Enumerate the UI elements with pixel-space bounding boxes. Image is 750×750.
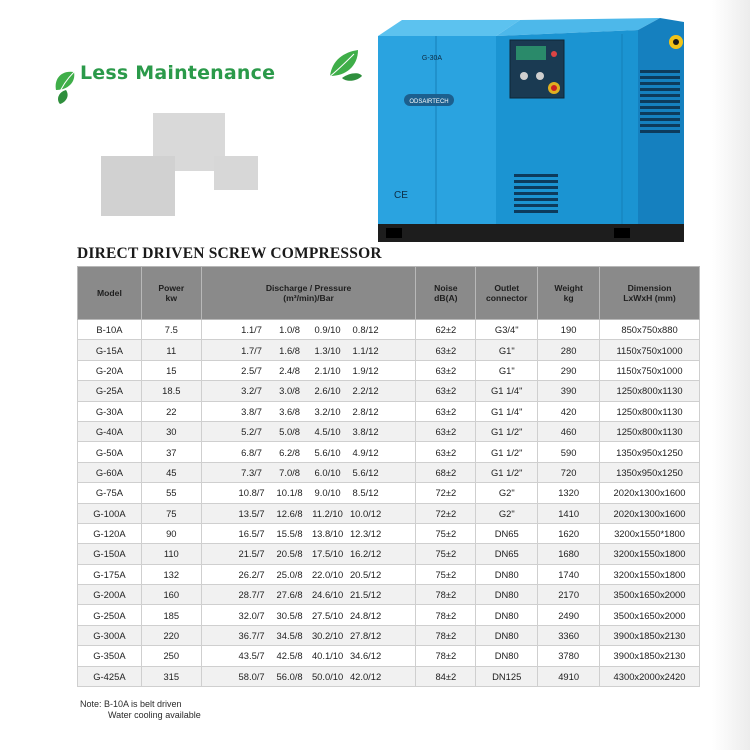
discharge-value: 1.0/8: [279, 324, 300, 336]
discharge-value: 2.4/8: [279, 364, 300, 376]
cell-discharge: [201, 646, 416, 666]
table-row: [78, 646, 700, 666]
cell-power: 220: [141, 625, 201, 645]
cell-outlet: G1 1/2": [476, 462, 538, 482]
discharge-value: 3.2/7: [241, 385, 262, 397]
cell-outlet: G1": [476, 360, 538, 380]
cell-model: G-425A: [78, 666, 142, 686]
cell-discharge: [201, 483, 416, 503]
discharge-value: 1.3/10: [314, 344, 341, 356]
cell-noise: 78±2: [416, 585, 476, 605]
cell-outlet: G1 1/2": [476, 442, 538, 462]
cell-power: 160: [141, 585, 201, 605]
table-row: [78, 585, 700, 605]
discharge-value: 24.6/10: [311, 589, 344, 601]
discharge-value: 32.0/7: [238, 609, 265, 621]
discharge-value: 6.2/8: [279, 446, 300, 458]
cell-discharge: [201, 585, 416, 605]
cell-noise: 78±2: [416, 625, 476, 645]
discharge-value: 1.1/12: [352, 344, 379, 356]
table-header-row: [78, 267, 700, 320]
discharge-value: 12.3/12: [349, 528, 382, 540]
table-row: [78, 462, 700, 482]
discharge-value: 43.5/7: [238, 650, 265, 662]
discharge-value: 1.1/7: [241, 324, 262, 336]
cell-power: 37: [141, 442, 201, 462]
cell-noise: 72±2: [416, 503, 476, 523]
discharge-value: 4.9/12: [352, 446, 379, 458]
discharge-value: 24.8/12: [349, 609, 382, 621]
cell-outlet: G2": [476, 483, 538, 503]
cell-noise: 72±2: [416, 483, 476, 503]
cell-discharge: [201, 523, 416, 543]
cell-noise: 84±2: [416, 666, 476, 686]
discharge-value: 7.0/8: [279, 466, 300, 478]
cell-model: G-175A: [78, 564, 142, 584]
cell-discharge: [201, 320, 416, 340]
spec-table: [77, 266, 700, 687]
table-row: [78, 320, 700, 340]
discharge-value: 28.7/7: [238, 589, 265, 601]
cell-discharge: [201, 625, 416, 645]
cell-model: G-20A: [78, 360, 142, 380]
discharge-value: 27.5/10: [311, 609, 344, 621]
cell-discharge: [201, 605, 416, 625]
cell-noise: 75±2: [416, 544, 476, 564]
cell-power: 185: [141, 605, 201, 625]
cell-power: 30: [141, 421, 201, 441]
cell-model: G-75A: [78, 483, 142, 503]
cell-noise: 63±2: [416, 381, 476, 401]
cell-power: 75: [141, 503, 201, 523]
leaf-left-icon: [52, 66, 82, 106]
discharge-value: 6.8/7: [241, 446, 262, 458]
cell-power: 18.5: [141, 381, 201, 401]
cell-dimension: 1250x800x1130: [600, 421, 700, 441]
cell-weight: 720: [538, 462, 600, 482]
cell-discharge: [201, 340, 416, 360]
table-title: DIRECT DRIVEN SCREW COMPRESSOR: [77, 245, 382, 262]
discharge-value: 11.2/10: [312, 507, 343, 519]
cell-noise: 75±2: [416, 564, 476, 584]
cell-discharge: [201, 544, 416, 564]
cell-power: 110: [141, 544, 201, 564]
discharge-value: 16.5/7: [238, 528, 265, 540]
header-model: Model: [78, 267, 142, 320]
header-outlet: Outlet connector: [476, 267, 538, 320]
decor-square-right: [214, 156, 258, 190]
cell-dimension: 1150x750x1000: [600, 340, 700, 360]
discharge-value: 0.9/10: [314, 324, 341, 336]
less-maintenance-tagline: [52, 56, 372, 106]
discharge-value: 6.0/10: [314, 466, 341, 478]
ce-mark-text: CE: [394, 190, 408, 201]
discharge-value: 22.0/10: [311, 568, 344, 580]
cell-outlet: DN80: [476, 625, 538, 645]
cell-dimension: 2020x1300x1600: [600, 483, 700, 503]
cell-dimension: 2020x1300x1600: [600, 503, 700, 523]
cell-noise: 75±2: [416, 523, 476, 543]
cell-dimension: 850x750x880: [600, 320, 700, 340]
cell-model: G-60A: [78, 462, 142, 482]
cell-dimension: 1150x750x1000: [600, 360, 700, 380]
cell-power: 132: [141, 564, 201, 584]
discharge-value: 12.6/8: [276, 507, 303, 519]
discharge-value: 27.8/12: [349, 630, 382, 642]
header-power: Power kw: [141, 267, 201, 320]
discharge-value: 56.0/8: [276, 670, 303, 682]
cell-weight: 460: [538, 421, 600, 441]
cell-discharge: [201, 442, 416, 462]
discharge-value: 2.1/10: [314, 364, 341, 376]
cell-dimension: 1250x800x1130: [600, 381, 700, 401]
cell-model: G-25A: [78, 381, 142, 401]
discharge-value: 20.5/8: [276, 548, 303, 560]
discharge-value: 13.5/7: [238, 507, 265, 519]
discharge-value: 36.7/7: [238, 630, 265, 642]
discharge-value: 3.0/8: [279, 385, 300, 397]
table-row: [78, 666, 700, 686]
discharge-value: 3.6/8: [279, 405, 300, 417]
discharge-value: 8.5/12: [352, 487, 379, 499]
cell-dimension: 1350x950x1250: [600, 442, 700, 462]
cell-dimension: 1250x800x1130: [600, 401, 700, 421]
cell-power: 315: [141, 666, 201, 686]
cell-weight: 1320: [538, 483, 600, 503]
discharge-value: 5.6/10: [314, 446, 341, 458]
cell-model: G-250A: [78, 605, 142, 625]
brand-badge-text: ODSAIRTECH: [409, 99, 449, 105]
discharge-value: 42.5/8: [276, 650, 303, 662]
cell-dimension: 3200x1550*1800: [600, 523, 700, 543]
cell-discharge: [201, 462, 416, 482]
cell-power: 90: [141, 523, 201, 543]
discharge-value: 1.6/8: [279, 344, 300, 356]
discharge-value: 0.8/12: [352, 324, 379, 336]
cell-power: 11: [141, 340, 201, 360]
cell-noise: 68±2: [416, 462, 476, 482]
cell-weight: 1680: [538, 544, 600, 564]
discharge-value: 5.0/8: [279, 426, 300, 438]
header-discharge: Discharge / Pressure (m³/min)/Bar: [201, 267, 416, 320]
cell-outlet: DN80: [476, 564, 538, 584]
cell-model: G-50A: [78, 442, 142, 462]
model-label-text: G-30A: [421, 55, 443, 62]
discharge-value: 25.0/8: [276, 568, 303, 580]
cell-weight: 1410: [538, 503, 600, 523]
discharge-value: 21.5/12: [349, 589, 382, 601]
discharge-value: 5.6/12: [352, 466, 379, 478]
cell-model: G-150A: [78, 544, 142, 564]
cell-model: G-15A: [78, 340, 142, 360]
cell-dimension: 3500x1650x2000: [600, 605, 700, 625]
table-row: [78, 340, 700, 360]
cell-power: 15: [141, 360, 201, 380]
cell-discharge: [201, 381, 416, 401]
table-row: [78, 360, 700, 380]
cell-dimension: 4300x2000x2420: [600, 666, 700, 686]
cell-weight: 280: [538, 340, 600, 360]
cell-model: G-300A: [78, 625, 142, 645]
discharge-value: 3.8/7: [241, 405, 262, 417]
table-row: [78, 625, 700, 645]
discharge-value: 30.5/8: [276, 609, 303, 621]
discharge-value: 26.2/7: [238, 568, 265, 580]
discharge-value: 2.6/10: [314, 385, 341, 397]
cell-noise: 78±2: [416, 646, 476, 666]
cell-outlet: DN125: [476, 666, 538, 686]
discharge-value: 1.7/7: [241, 344, 262, 356]
table-row: [78, 401, 700, 421]
cell-weight: 420: [538, 401, 600, 421]
cell-power: 55: [141, 483, 201, 503]
cell-outlet: G1 1/4": [476, 381, 538, 401]
table-row: [78, 564, 700, 584]
cell-noise: 78±2: [416, 605, 476, 625]
cell-outlet: G1 1/4": [476, 401, 538, 421]
cell-outlet: DN80: [476, 605, 538, 625]
discharge-value: 5.2/7: [241, 426, 262, 438]
cell-weight: 1740: [538, 564, 600, 584]
cell-power: 250: [141, 646, 201, 666]
discharge-value: 15.5/8: [276, 528, 303, 540]
cell-noise: 63±2: [416, 360, 476, 380]
cell-outlet: DN65: [476, 544, 538, 564]
cell-power: 7.5: [141, 320, 201, 340]
cell-discharge: [201, 666, 416, 686]
table-row: [78, 605, 700, 625]
discharge-value: 27.6/8: [276, 589, 303, 601]
discharge-value: 34.6/12: [349, 650, 382, 662]
table-row: [78, 442, 700, 462]
cell-discharge: [201, 421, 416, 441]
cell-weight: 1620: [538, 523, 600, 543]
discharge-value: 13.8/10: [311, 528, 344, 540]
cell-dimension: 3900x1850x2130: [600, 625, 700, 645]
discharge-value: 10.0/12: [349, 507, 382, 519]
discharge-value: 3.8/12: [352, 426, 379, 438]
cell-weight: 290: [538, 360, 600, 380]
cell-dimension: 3200x1550x1800: [600, 544, 700, 564]
table-row: [78, 523, 700, 543]
cell-weight: 2170: [538, 585, 600, 605]
discharge-value: 21.5/7: [238, 548, 265, 560]
cell-outlet: G1 1/2": [476, 421, 538, 441]
discharge-value: 2.5/7: [241, 364, 262, 376]
cell-model: G-100A: [78, 503, 142, 523]
table-row: [78, 503, 700, 523]
header-dimension: Dimension LxWxH (mm): [600, 267, 700, 320]
discharge-value: 42.0/12: [349, 670, 382, 682]
table-row: [78, 544, 700, 564]
discharge-value: 17.5/10: [311, 548, 344, 560]
cell-model: G-40A: [78, 421, 142, 441]
cell-dimension: 1350x950x1250: [600, 462, 700, 482]
cell-outlet: DN80: [476, 646, 538, 666]
cell-outlet: G3/4": [476, 320, 538, 340]
discharge-value: 7.3/7: [241, 466, 262, 478]
cell-power: 45: [141, 462, 201, 482]
cell-weight: 390: [538, 381, 600, 401]
discharge-value: 16.2/12: [349, 548, 382, 560]
cell-weight: 2490: [538, 605, 600, 625]
cell-discharge: [201, 503, 416, 523]
note-line-2: Water cooling available: [108, 710, 201, 720]
decor-square-left: [101, 156, 175, 216]
discharge-value: 9.0/10: [314, 487, 341, 499]
cell-model: G-120A: [78, 523, 142, 543]
page-edge-shadow: [712, 0, 750, 750]
discharge-value: 10.8/7: [238, 487, 265, 499]
cell-discharge: [201, 401, 416, 421]
discharge-value: 3.2/10: [314, 405, 341, 417]
discharge-value: 2.8/12: [352, 405, 379, 417]
cell-model: G-30A: [78, 401, 142, 421]
note-line-1: Note: B-10A is belt driven: [80, 699, 182, 709]
discharge-value: 40.1/10: [311, 650, 344, 662]
cell-outlet: DN80: [476, 585, 538, 605]
cell-dimension: 3900x1850x2130: [600, 646, 700, 666]
discharge-value: 10.1/8: [276, 487, 303, 499]
cell-model: G-200A: [78, 585, 142, 605]
cell-noise: 63±2: [416, 401, 476, 421]
note: [80, 699, 201, 721]
cell-weight: 3780: [538, 646, 600, 666]
cell-weight: 190: [538, 320, 600, 340]
cell-weight: 590: [538, 442, 600, 462]
table-row: [78, 483, 700, 503]
cell-noise: 63±2: [416, 421, 476, 441]
compressor-product-image: [374, 14, 698, 250]
cell-power: 22: [141, 401, 201, 421]
discharge-value: 34.5/8: [276, 630, 303, 642]
header-noise: Noise dB(A): [416, 267, 476, 320]
cell-dimension: 3200x1550x1800: [600, 564, 700, 584]
cell-discharge: [201, 360, 416, 380]
cell-model: G-350A: [78, 646, 142, 666]
discharge-value: 30.2/10: [311, 630, 344, 642]
leaf-right-icon: [324, 48, 364, 82]
cell-weight: 3360: [538, 625, 600, 645]
table-row: [78, 421, 700, 441]
table-row: [78, 381, 700, 401]
header-weight: Weight kg: [538, 267, 600, 320]
cell-outlet: DN65: [476, 523, 538, 543]
cell-dimension: 3500x1650x2000: [600, 585, 700, 605]
tagline-text: Less Maintenance: [80, 62, 276, 84]
discharge-value: 20.5/12: [349, 568, 382, 580]
spec-table-body: [78, 320, 700, 687]
cell-outlet: G1": [476, 340, 538, 360]
cell-model: B-10A: [78, 320, 142, 340]
discharge-value: 50.0/10: [311, 670, 344, 682]
cell-weight: 4910: [538, 666, 600, 686]
cell-noise: 62±2: [416, 320, 476, 340]
cell-noise: 63±2: [416, 340, 476, 360]
discharge-value: 4.5/10: [314, 426, 341, 438]
cell-noise: 63±2: [416, 442, 476, 462]
discharge-value: 1.9/12: [352, 364, 379, 376]
discharge-value: 58.0/7: [238, 670, 265, 682]
discharge-value: 2.2/12: [352, 385, 379, 397]
cell-outlet: G2": [476, 503, 538, 523]
cell-discharge: [201, 564, 416, 584]
